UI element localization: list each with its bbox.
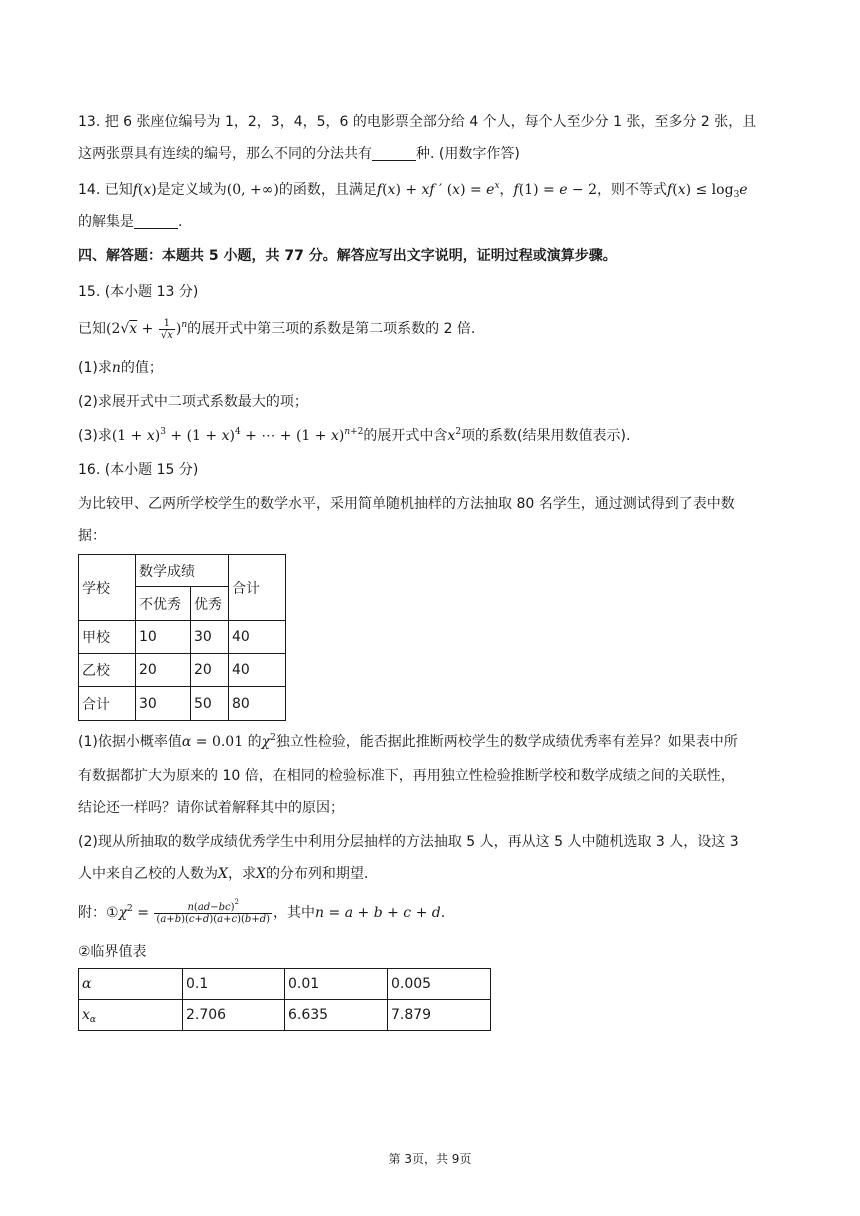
alpha-label: α [79,969,183,1000]
q14-text-line2: 的解集是 [78,214,134,230]
q16-part2-line1: (2)现从所抽取的数学成绩优秀学生中利用分层抽样的方法抽取 5 人，再从这 5 人中随机选取 3 人，设这 3 [78,834,739,850]
q15-part2: (2)求展开式中二项式系数最大的项； [78,394,308,410]
table-cell: 0.1 [183,969,285,1000]
table-cell: 乙校 [79,654,136,687]
table-header-math: 数学成绩 [136,555,229,587]
table-row [79,654,286,687]
q15-part1: (1)求n的值； [78,360,163,376]
table-cell: 0.01 [285,969,388,1000]
q15-p1-b: 的值； [120,360,163,376]
table-row [79,969,491,1000]
q16-note-b: ，其中 [273,905,316,921]
q14-answer-blank [134,214,178,229]
table-header-school: 学校 [79,555,136,621]
q15-p1-a: (1)求 [78,360,112,376]
page-footer: 第 3页，共 9页 [388,1152,472,1166]
q15-stem: 已知(2√x + $\frac{1}{√x}$ )$^n$的展开式中第三项的系数是第二项系数的 2 倍. [78,317,476,341]
critical-value-table [78,968,491,1031]
q14-text-b: 是定义域为 [156,182,227,198]
table-cell: 30 [191,621,229,654]
table-cell: 40 [229,621,286,654]
q14-text-d: ，则不等式 [597,182,668,198]
table-header-good: 优秀 [191,587,229,621]
table-cell: 50 [191,687,229,721]
chi-square-fraction: $\frac{n(ad-bc)^2}{(a+b)(c+d)(a+c)(b+d)}$ [156,897,271,925]
q15-p3-c: 项的系数(结果用数值表示). [461,428,631,444]
table-cell: 6.635 [285,1000,388,1031]
q14-math-equation: f [376,182,383,198]
q16-p2-c: 的分布列和期望. [265,866,369,882]
q14-line2 [78,212,182,232]
table-cell: 10 [136,621,191,654]
q13-answer-blank [372,146,416,161]
q15-part3: (3)求$(1 + x)^3 + (1 + x)^4$ + ⋯ + $(1 + x)^{n+2}$的展开式中含$x^2$项的系数(结果用数值表示). [78,427,631,444]
q13-text-a: 这两张票具有连续的编号，那么不同的分法共有 [78,146,372,162]
table-cell: 7.879 [388,1000,491,1031]
q16-part1-line2: 有数据都扩大为原来的 10 倍，在相同的检验标准下，再用独立性检验推断学校和数学成绩之间的关联性， [78,768,735,784]
q16-part1-line3: 结论还一样吗？请你试着解释其中的原因； [78,800,344,816]
q16-p1-b: 的 [247,734,262,750]
table-cell: 甲校 [79,621,136,654]
q15-p3-a: (3)求 [78,428,112,444]
table-cell: 0.005 [388,969,491,1000]
q16-p2-a: 人中来自乙校的人数为 [78,866,218,882]
q14-text-a: 14. 已知 [78,182,133,198]
x-alpha-label: $x_\alpha$ [79,1000,183,1031]
q16-note-a: 附：① [78,905,119,921]
q16-p2-b: ，求 [227,866,256,882]
table-cell: 合计 [79,687,136,721]
q16-stem-line2: 据： [78,528,106,544]
q14-line1: 14. 已知f(x)是定义域为(0, +∞)的函数，且满足f(x) + xf ′ $(x) = e^x$，f(1) = e − 2，则不等式$f(x) \le \log_3e$ [78,181,748,200]
q14-math-fx: f [132,182,138,198]
q15-text-b: 的展开式中第三项的系数是第二项系数的 2 倍. [187,321,476,337]
q14-math-inequality: f [667,182,673,198]
table-cell: 20 [191,654,229,687]
q16-header: 16. (本小题 15 分) [78,462,199,478]
table-row [79,1000,491,1031]
q16-part1-line1: (1)依据小概率值α = 0.01 的$\chi^2$独立性检验，能否据此推断两校学生的数学成绩优秀率有差异？如果表中所 [78,733,738,750]
section-4-heading: 四、解答题：本题共 5 小题，共 77 分。解答应写出文字说明，证明过程或演算步骤。 [78,248,617,264]
table-row [79,621,286,654]
q15-header: 15. (本小题 13 分) [78,284,199,300]
q15-text-a: 已知 [78,321,106,337]
critical-value-title: ②临界值表 [78,944,147,960]
q13-text-b: 种. (用数字作答) [416,146,520,162]
q16-note-c: . [440,905,446,921]
q15-math-binomial: (2√x + [106,321,158,337]
q16-part2-line2: 人中来自乙校的人数为X，求X的分布列和期望. [78,866,369,882]
q15-fraction: $\frac{1}{√x}$ [160,317,173,341]
q14-math-domain: (0, +∞) [226,182,279,198]
table-row [79,687,286,721]
q16-p1-a: (1)依据小概率值 [78,734,182,750]
q14-period: . [178,214,183,230]
table-cell: 2.706 [183,1000,285,1031]
q16-note-formula: 附：$①\chi^2$ = $\frac{n(ad-bc)^2}{(a+b)(c+d)(a+c)(b+d)}$ ，其中n = a + b + c + d. [78,897,446,925]
table-cell: 30 [136,687,191,721]
table-cell: 40 [229,654,286,687]
table-cell: 80 [229,687,286,721]
q13-line2 [78,144,520,164]
q14-text-c: 的函数，且满足 [278,182,377,198]
q16-p1-c: 独立性检验，能否据此推断两校学生的数学成绩优秀率有差异？如果表中所 [275,734,738,750]
q15-math-sum: (1 + [111,428,147,444]
q16-data-table [78,554,286,721]
q13-line1: 13. 把 6 张座位编号为 1，2，3，4，5，6 的电影票全部分给 4 个人，每个人至少分 1 张，至多分 2 张，且 [78,114,757,130]
q15-p3-b: 的展开式中含 [363,428,448,444]
table-header-notgood: 不优秀 [136,587,191,621]
table-cell: 20 [136,654,191,687]
q16-stem-line1: 为比较甲、乙两所学校学生的数学水平，采用简单随机抽样的方法抽取 80 名学生，通过测试得到了表中数 [78,496,735,512]
table-header-total: 合计 [229,555,286,621]
